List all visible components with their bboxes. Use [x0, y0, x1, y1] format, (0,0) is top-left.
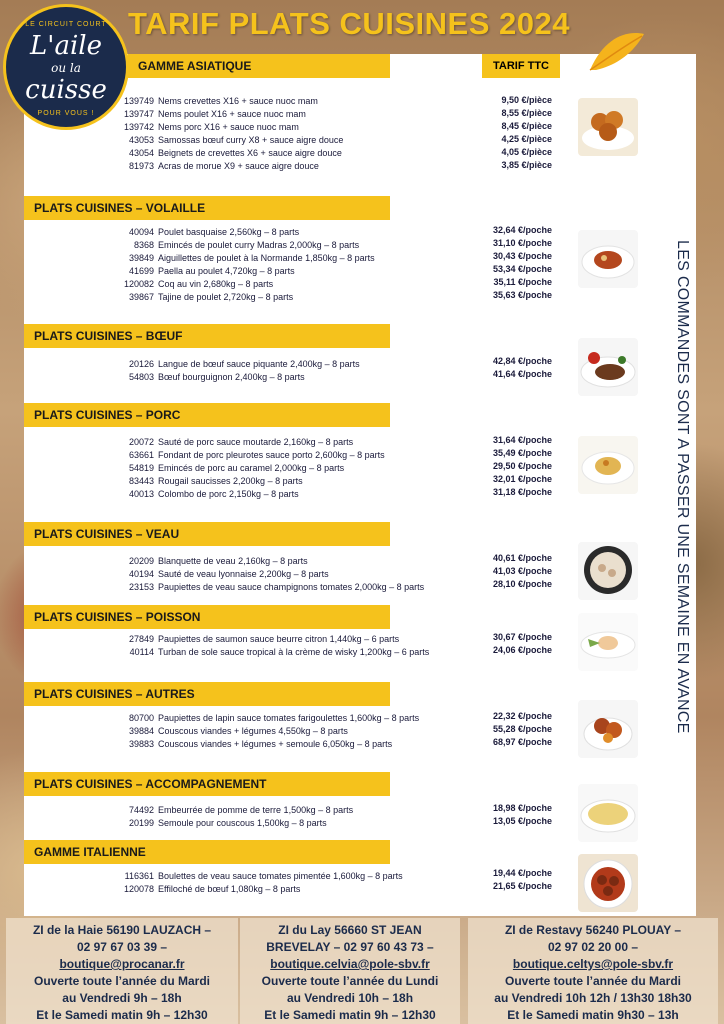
- list-item: 80700 Paupiettes de lapin sauce tomates farigoulettes 1,600kg – 8 parts: [128, 713, 420, 723]
- dish-image-veau: [578, 542, 638, 600]
- logo-word-1: L'aile: [30, 31, 102, 61]
- price: 35,49 €/poche: [492, 448, 552, 458]
- price: 30,67 €/poche: [492, 632, 552, 642]
- shop-address: ZI de Restavy 56240 PLOUAY –: [504, 923, 682, 937]
- logo-word-3: cuisse: [25, 75, 107, 105]
- dish-image-boeuf: [578, 338, 638, 396]
- list-item: 39849 Aiguillettes de poulet à la Normande 1,850kg – 8 parts: [128, 253, 375, 263]
- price: 68,97 €/poche: [492, 737, 552, 747]
- list-item: 8368 Emincés de poulet curry Madras 2,000kg – 8 parts: [133, 240, 360, 250]
- price: 18,98 €/poche: [492, 803, 552, 813]
- price: 41,64 €/poche: [492, 369, 552, 379]
- order-notice: LES COMMANDES SONT A PASSER UNE SEMAINE EN AVANCE: [674, 240, 691, 734]
- price: 3,85 €/pièce: [501, 160, 552, 170]
- list-item: 139747 Nems poulet X16 + sauce nuoc mam: [123, 109, 306, 119]
- price: 9,50 €/pièce: [501, 95, 552, 105]
- price: 31,64 €/poche: [492, 435, 552, 445]
- price: 32,64 €/poche: [492, 225, 552, 235]
- list-item: 40094 Poulet basquaise 2,560kg – 8 parts: [128, 227, 300, 237]
- shop-hours: au Vendredi 9h – 18h: [62, 991, 182, 1005]
- shop-phone: 02 97 02 20 00 –: [547, 940, 639, 954]
- price: 35,11 €/poche: [493, 277, 552, 287]
- price: 42,84 €/poche: [492, 356, 552, 366]
- list-item: 81973 Acras de morue X9 + sauce aigre douce: [128, 161, 319, 171]
- list-item: 20072 Sauté de porc sauce moutarde 2,160kg – 8 parts: [128, 437, 354, 447]
- list-item: 139742 Nems porc X16 + sauce nuoc mam: [123, 122, 299, 132]
- list-item: 54803 Bœuf bourguignon 2,400kg – 8 parts: [128, 372, 305, 382]
- price: 40,61 €/poche: [492, 553, 552, 563]
- price: 8,45 €/pièce: [501, 121, 552, 131]
- price: 41,03 €/poche: [492, 566, 552, 576]
- section-header-italienne: GAMME ITALIENNE: [24, 840, 390, 864]
- section-header-autres: PLATS CUISINES – AUTRES: [24, 682, 390, 706]
- shop-info-lauzach: [6, 918, 238, 1024]
- list-item: 43053 Samossas bœuf curry X8 + sauce aigre douce: [128, 135, 344, 145]
- page-title: TARIF PLATS CUISINES 2024: [128, 6, 570, 41]
- dish-image-poisson: [578, 613, 638, 671]
- dish-image-asiatique: [578, 98, 638, 156]
- price: 55,28 €/poche: [492, 724, 552, 734]
- list-item: 20209 Blanquette de veau 2,160kg – 8 parts: [128, 556, 308, 566]
- list-item: 40114 Turban de sole sauce tropical à la crème de wisky 1,200kg – 6 parts: [129, 647, 430, 657]
- shop-address: ZI du Lay 56660 ST JEAN: [278, 923, 422, 937]
- shop-email-link[interactable]: boutique.celtys@pole-sbv.fr: [512, 957, 674, 971]
- shop-email-link[interactable]: boutique.celvia@pole-sbv.fr: [270, 957, 430, 971]
- list-item: 39867 Tajine de poulet 2,720kg – 8 parts: [128, 292, 294, 302]
- shop-email-link[interactable]: boutique@procanar.fr: [59, 957, 185, 971]
- list-item: 39884 Couscous viandes + légumes 4,550kg – 8 parts: [128, 726, 348, 736]
- price: 24,06 €/poche: [492, 645, 552, 655]
- shop-hours: Et le Samedi matin 9h – 12h30: [264, 1008, 436, 1022]
- list-item: 116361 Boulettes de veau sauce tomates pimentée 1,600kg – 8 parts: [124, 871, 403, 881]
- price: 28,10 €/poche: [492, 579, 552, 589]
- shop-address: ZI de la Haie 56190 LAUZACH –: [32, 923, 212, 937]
- price: 32,01 €/poche: [492, 474, 552, 484]
- price: 13,05 €/poche: [492, 816, 552, 826]
- price: 53,34 €/poche: [492, 264, 552, 274]
- list-item: 41699 Paella au poulet 4,720kg – 8 parts: [128, 266, 295, 276]
- logo-tagline-top: LE CIRCUIT COURT: [25, 21, 107, 28]
- brand-logo: [3, 4, 129, 130]
- shop-hours: au Vendredi 10h 12h / 13h30 18h30: [494, 991, 692, 1005]
- shop-hours: Ouverte toute l’année du Mardi: [33, 974, 211, 988]
- shop-hours: au Vendredi 10h – 18h: [286, 991, 414, 1005]
- logo-word-2: ou la: [51, 61, 81, 75]
- price: 4,25 €/pièce: [501, 134, 552, 144]
- price: 21,65 €/poche: [492, 881, 552, 891]
- section-header-poisson: PLATS CUISINES – POISSON: [24, 605, 390, 629]
- shop-info-plouay: [468, 918, 718, 1024]
- price: 35,63 €/poche: [492, 290, 552, 300]
- dish-image-italienne: [578, 854, 638, 912]
- section-header-asiatique: GAMME ASIATIQUE: [128, 54, 390, 78]
- price: 19,44 €/poche: [492, 868, 552, 878]
- list-item: 20126 Langue de bœuf sauce piquante 2,400kg – 8 parts: [128, 359, 360, 369]
- list-item: 120082 Coq au vin 2,680kg – 8 parts: [123, 279, 274, 289]
- feather-icon: [586, 30, 648, 76]
- list-item: 83443 Rougail saucisses 2,200kg – 8 parts: [128, 476, 303, 486]
- section-header-volaille: PLATS CUISINES – VOLAILLE: [24, 196, 390, 220]
- list-item: 40013 Colombo de porc 2,150kg – 8 parts: [128, 489, 299, 499]
- list-item: 39883 Couscous viandes + légumes + semoule 6,050kg – 8 parts: [128, 739, 393, 749]
- list-item: 139749 Nems crevettes X16 + sauce nuoc mam: [123, 96, 318, 106]
- list-item: 20199 Semoule pour couscous 1,500kg – 8 parts: [128, 818, 327, 828]
- shop-phone: BREVELAY – 02 97 60 43 73 –: [266, 940, 434, 954]
- shop-hours: Ouverte toute l’année du Mardi: [504, 974, 682, 988]
- dish-image-porc: [578, 436, 638, 494]
- list-item: 54819 Emincés de porc au caramel 2,000kg – 8 parts: [128, 463, 345, 473]
- dish-image-accompagnement: [578, 784, 638, 842]
- price: 4,05 €/pièce: [501, 147, 552, 157]
- price: 30,43 €/poche: [492, 251, 552, 261]
- logo-tagline-bottom: POUR VOUS !: [37, 110, 95, 117]
- shop-phone: 02 97 67 03 39 –: [76, 940, 168, 954]
- list-item: 43054 Beignets de crevettes X6 + sauce aigre douce: [128, 148, 342, 158]
- shop-hours: Ouverte toute l’année du Lundi: [261, 974, 439, 988]
- shop-info-st-jean: [240, 918, 460, 1024]
- price: 8,55 €/pièce: [501, 108, 552, 118]
- section-header-porc: PLATS CUISINES – PORC: [24, 403, 390, 427]
- price: 29,50 €/poche: [492, 461, 552, 471]
- tarif-ttc-header: TARIF TTC: [482, 54, 560, 78]
- list-item: 63661 Fondant de porc pleurotes sauce porto 2,600kg – 8 parts: [128, 450, 385, 460]
- list-item: 27849 Paupiettes de saumon sauce beurre citron 1,440kg – 6 parts: [128, 634, 400, 644]
- list-item: 120078 Effiloché de bœuf 1,080kg – 8 parts: [123, 884, 301, 894]
- section-header-boeuf: PLATS CUISINES – BŒUF: [24, 324, 390, 348]
- shop-hours: Et le Samedi matin 9h30 – 13h: [507, 1008, 679, 1022]
- price: 31,18 €/poche: [492, 487, 552, 497]
- list-item: 74492 Embeurrée de pomme de terre 1,500kg – 8 parts: [128, 805, 354, 815]
- dish-image-volaille: [578, 230, 638, 288]
- shop-hours: Et le Samedi matin 9h – 12h30: [36, 1008, 208, 1022]
- list-item: 40194 Sauté de veau lyonnaise 2,200kg – 8 parts: [128, 569, 329, 579]
- price: 31,10 €/poche: [492, 238, 552, 248]
- list-item: 23153 Paupiettes de veau sauce champignons tomates 2,000kg – 8 parts: [128, 582, 425, 592]
- price: 22,32 €/poche: [492, 711, 552, 721]
- section-header-veau: PLATS CUISINES – VEAU: [24, 522, 390, 546]
- dish-image-autres: [578, 700, 638, 758]
- section-header-accompagnement: PLATS CUISINES – ACCOMPAGNEMENT: [24, 772, 390, 796]
